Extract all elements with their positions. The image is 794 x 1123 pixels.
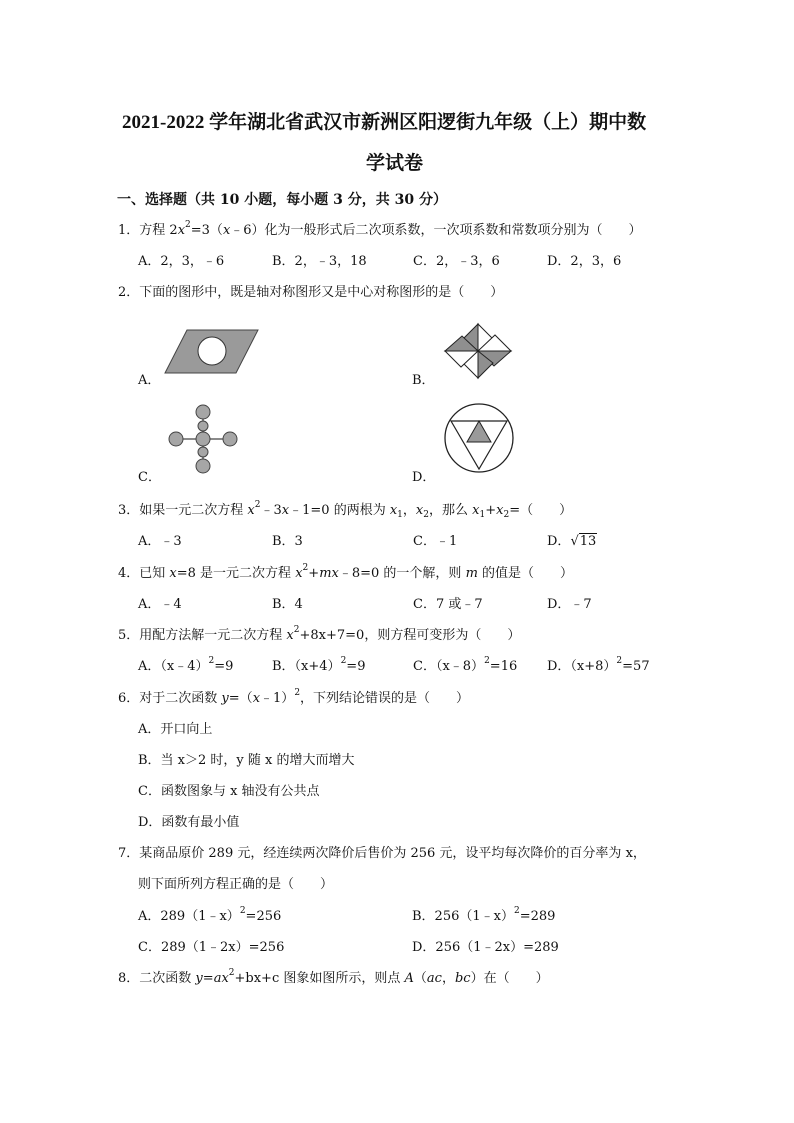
option-b[interactable]: B．3 xyxy=(272,534,303,549)
figure-label-b[interactable]: B． xyxy=(412,373,435,388)
subscript: 1 xyxy=(397,510,403,520)
option-text: =9 xyxy=(214,659,234,674)
exponent: 2 xyxy=(513,906,520,916)
option-text: =9 xyxy=(346,659,366,674)
exponent: 2 xyxy=(484,656,490,666)
question-text: ﹣3 xyxy=(260,503,282,518)
math-var: x xyxy=(252,691,261,706)
question-6 xyxy=(118,687,469,706)
figure-parallelogram xyxy=(165,329,260,374)
exponent: 2 xyxy=(616,656,623,666)
question-7 xyxy=(118,842,646,861)
option-b[interactable]: B．2，﹣3，18 xyxy=(272,254,367,269)
option-c[interactable]: C．289（1﹣2x）=256 xyxy=(138,940,285,955)
option-text: B．（x+4） xyxy=(272,659,341,674)
question-text: =（ xyxy=(228,691,253,706)
math-var: m xyxy=(465,566,478,581)
question-text: ﹣1） xyxy=(260,691,295,706)
figure-pinwheel xyxy=(443,322,513,380)
option-text: D．（x+8） xyxy=(547,659,617,674)
option-c[interactable] xyxy=(413,655,517,674)
option-d[interactable]: D．2，3，6 xyxy=(547,254,622,269)
question-text: +bx+c 图象如图所示，则点 xyxy=(234,971,405,986)
question-4: 4．已知 x=8 是一元二次方程 $x^2+mx﹣8=0$ 的一个解，则 m 的值是（ ） xyxy=(118,563,574,581)
figure-label-c[interactable]: C． xyxy=(138,470,161,485)
question-1 xyxy=(118,219,642,238)
math-var: mx xyxy=(319,566,339,581)
question-number: 4． xyxy=(118,566,140,581)
option-text: =16 xyxy=(489,659,518,674)
subscript: 1 xyxy=(479,510,486,520)
option-text: A．（x﹣4） xyxy=(138,659,209,674)
question-text: +8x+7=0，则方程可变形为（ ） xyxy=(299,628,521,643)
math-var: x xyxy=(415,503,424,518)
question-text: 下面的图形中，既是轴对称图形又是中心对称图形的是（ ） xyxy=(139,285,504,300)
figure-circle-cross xyxy=(166,402,240,476)
question-7-continued: 则下面所列方程正确的是（ ） xyxy=(138,877,334,892)
math-var: x xyxy=(177,223,186,238)
figure-circle-triangles xyxy=(443,402,515,474)
math-var: x xyxy=(222,223,231,238)
option-c[interactable]: C．函数图象与 x 轴没有公共点 xyxy=(138,784,320,799)
option-text: B．256（1﹣x） xyxy=(412,909,514,924)
math-var: x xyxy=(286,628,294,643)
question-number: 5． xyxy=(118,628,140,643)
option-a[interactable] xyxy=(138,655,233,674)
question-2 xyxy=(118,281,503,300)
exponent: 2 xyxy=(228,968,235,978)
exponent: 2 xyxy=(294,688,301,698)
option-a[interactable]: A．﹣3 xyxy=(138,534,182,549)
math-var: x xyxy=(295,566,303,581)
math-var: x xyxy=(169,566,177,581)
exponent: 2 xyxy=(254,500,261,510)
option-b[interactable]: B．4 xyxy=(272,597,303,612)
question-text: 的值是（ ） xyxy=(477,566,574,581)
option-text: A．289（1﹣x） xyxy=(138,909,240,924)
question-5 xyxy=(118,624,520,643)
question-text: ，那么 xyxy=(429,503,473,518)
question-text: 二次函数 xyxy=(139,971,196,986)
sqrt-expression xyxy=(570,534,597,549)
question-number: 7． xyxy=(118,846,140,861)
option-b[interactable]: B．当 x＞2 时，y 随 x 的增大而增大 xyxy=(138,753,355,768)
math-var: ax xyxy=(213,971,229,986)
question-text: =（ ） xyxy=(509,503,573,518)
option-c[interactable]: C．﹣1 xyxy=(413,534,458,549)
question-text: 某商品原价 289 元，经连续两次降价后售价为 256 元，设平均每次降价的百分率为 x， xyxy=(139,846,646,861)
exponent: 2 xyxy=(302,563,309,573)
option-text: =289 xyxy=(519,909,556,924)
math-var: A xyxy=(404,971,414,986)
exponent: 2 xyxy=(208,656,215,666)
subscript: 2 xyxy=(423,510,429,520)
question-8: 8．二次函数 $y=ax^2+bx+c$ 图象如图所示，则点 A（ac，bc）在（ ） xyxy=(118,968,549,986)
question-number: 1． xyxy=(118,223,140,238)
option-c[interactable]: C．2，﹣3，6 xyxy=(413,254,500,269)
figure-label-a[interactable]: A． xyxy=(138,373,161,388)
question-text: ﹣8=0 的一个解，则 xyxy=(338,566,466,581)
page-title-continued: 学试卷 xyxy=(366,153,424,174)
section-heading: 一、选择题（共 10 小题，每小题 3 分，共 30 分） xyxy=(117,192,447,208)
question-text: 已知 xyxy=(139,566,170,581)
math-var: ac xyxy=(426,971,442,986)
option-text: =256 xyxy=(245,909,282,924)
question-text: 如果一元二次方程 xyxy=(139,503,248,518)
math-var: x xyxy=(496,503,504,518)
option-label: D． xyxy=(547,534,571,549)
math-var: x xyxy=(247,503,255,518)
question-text: ﹣6）化为一般形式后二次项系数，一次项系数和常数项分别为（ ） xyxy=(230,223,642,238)
question-text: ﹣1=0 的两根为 xyxy=(289,503,390,518)
option-d[interactable] xyxy=(547,655,650,674)
subscript: 2 xyxy=(503,510,510,520)
question-text: ）在（ ） xyxy=(470,971,549,986)
exponent: 2 xyxy=(340,656,347,666)
exponent: 2 xyxy=(185,220,191,230)
figure-label-d[interactable]: D． xyxy=(412,470,436,485)
question-text: 方程 2 xyxy=(139,223,178,238)
math-var: y xyxy=(195,971,203,986)
math-var: y xyxy=(221,691,229,706)
option-a[interactable] xyxy=(138,905,281,924)
option-a[interactable]: A．开口向上 xyxy=(138,722,213,737)
exponent: 2 xyxy=(293,625,300,635)
math-var: x xyxy=(389,503,398,518)
option-text: =57 xyxy=(622,659,650,674)
option-d[interactable]: D．﹣7 xyxy=(547,597,592,612)
option-b[interactable] xyxy=(272,655,365,674)
option-text: C．（x﹣8） xyxy=(413,659,485,674)
sqrt-symbol: √ xyxy=(570,534,579,549)
math-var: x xyxy=(281,503,290,518)
question-text: （ xyxy=(413,971,427,986)
page-title: 2021-2022 学年湖北省武汉市新洲区阳逻街九年级（上）期中数 xyxy=(122,112,647,133)
question-text: ，下列结论错误的是（ ） xyxy=(300,691,470,706)
question-number: 6． xyxy=(118,691,140,706)
exponent: 2 xyxy=(239,906,246,916)
question-text: 用配方法解一元二次方程 xyxy=(139,628,287,643)
question-text: =3（ xyxy=(190,223,223,238)
option-a[interactable]: A．﹣4 xyxy=(138,597,182,612)
math-var: x xyxy=(472,503,480,518)
question-text: =8 是一元二次方程 xyxy=(176,566,296,581)
option-d[interactable]: D．256（1﹣2x）=289 xyxy=(412,940,559,955)
option-d[interactable] xyxy=(547,530,597,549)
option-d[interactable]: D．函数有最小值 xyxy=(138,815,240,830)
sqrt-radicand: 13 xyxy=(579,534,597,549)
question-number: 8． xyxy=(118,971,140,986)
math-var: bc xyxy=(454,971,471,986)
option-c[interactable]: C．7 或﹣7 xyxy=(413,597,483,612)
question-number: 3． xyxy=(118,503,140,518)
question-text: 对于二次函数 xyxy=(139,691,222,706)
option-b[interactable] xyxy=(412,905,555,924)
option-a[interactable]: A．2，3，﹣6 xyxy=(138,254,225,269)
question-number: 2． xyxy=(118,285,140,300)
question-3: 3．如果一元二次方程 $x^2﹣3x﹣1=0$ 的两根为 $x_1$，$x_2$，那么 $x_1+x_2=$（ ） xyxy=(118,500,573,520)
